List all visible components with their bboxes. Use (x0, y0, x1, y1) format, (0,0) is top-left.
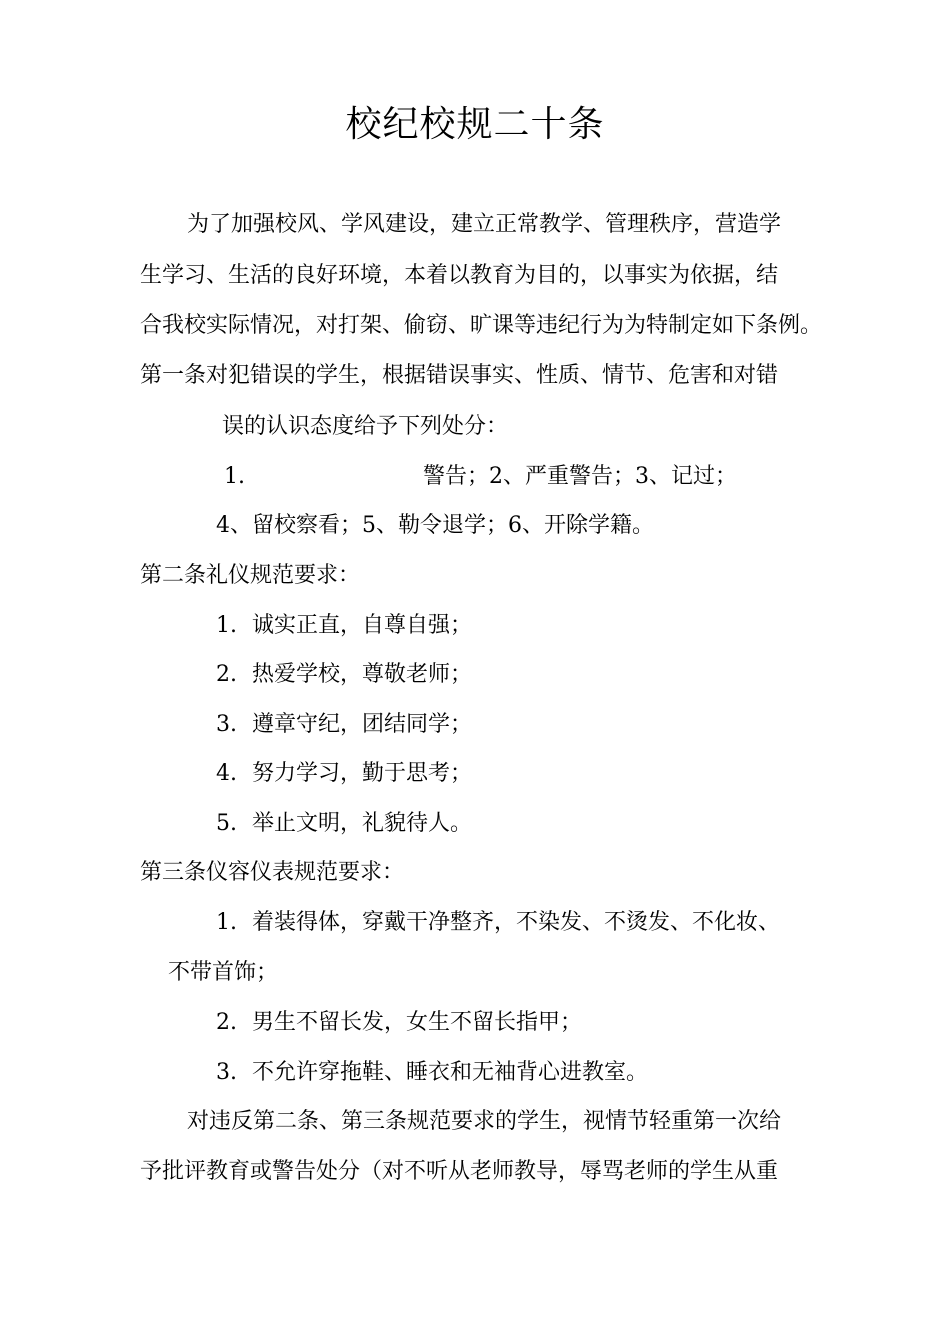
list-item-text: 努力学习，勤于思考； (252, 761, 473, 786)
list-item-text: 着装得体，穿戴干净整齐，不染发、不烫发、不化妆、 (252, 910, 781, 935)
article1-line-2: 误的认识态度给予下列处分： (222, 414, 509, 439)
list-item-text: 男生不留长发，女生不留长指甲； (252, 1010, 583, 1035)
list-item-number: 3. (216, 1060, 237, 1085)
list-item-text: 不允许穿拖鞋、睡衣和无袖背心进教室。 (252, 1060, 649, 1085)
article1-penalty-line-1: 警告；2、严重警告；3、记过； (423, 464, 737, 489)
list-item (216, 1008, 582, 1038)
list-item-number: 4. (216, 761, 237, 786)
closing-line-1: 对违反第二条、第三条规范要求的学生，视情节轻重第一次给 (187, 1109, 782, 1134)
article2-heading: 第二条礼仪规范要求： (140, 563, 361, 588)
list-item-continuation: 不带首饰； (168, 960, 279, 985)
list-item (216, 809, 472, 839)
list-item-text: 热爱学校，尊敬老师； (252, 662, 473, 687)
intro-line-1: 为了加强校风、学风建设，建立正常教学、管理秩序，营造学 (187, 212, 782, 237)
article1-penalty-line-2: 4、留校察看；5、勒令退学；6、开除学籍。 (216, 513, 654, 538)
list-item-number: 1. (216, 613, 237, 638)
list-item-text: 举止文明，礼貌待人。 (252, 811, 473, 836)
closing-line-2: 予批评教育或警告处分（对不听从老师教导，辱骂老师的学生从重 (140, 1159, 779, 1184)
list-item-text: 遵章守纪，团结同学； (252, 712, 473, 737)
list-item (216, 1058, 648, 1088)
article3-heading: 第三条仪容仪表规范要求： (140, 860, 405, 885)
article1-line-1: 第一条对犯错误的学生，根据错误事实、性质、情节、危害和对错 (140, 363, 779, 388)
intro-line-3: 合我校实际情况，对打架、偷窃、旷课等违纪行为为特制定如下条例。 (140, 313, 823, 338)
list-item-number: 1. (216, 910, 237, 935)
list-item-number: 2. (216, 1010, 237, 1035)
page-title: 校纪校规二十条 (345, 104, 605, 145)
list-item-number: 5. (216, 811, 237, 836)
list-item (216, 611, 472, 641)
list-item (216, 759, 472, 789)
list-item (216, 908, 780, 938)
list-item (216, 710, 472, 740)
list-item-text: 诚实正直，自尊自强； (252, 613, 473, 638)
list-item-number: 3. (216, 712, 237, 737)
article1-penalty-number: 1. (224, 464, 245, 489)
list-item (216, 660, 472, 690)
intro-line-2: 生学习、生活的良好环境，本着以教育为目的，以事实为依据，结 (140, 263, 779, 288)
list-item-number: 2. (216, 662, 237, 687)
